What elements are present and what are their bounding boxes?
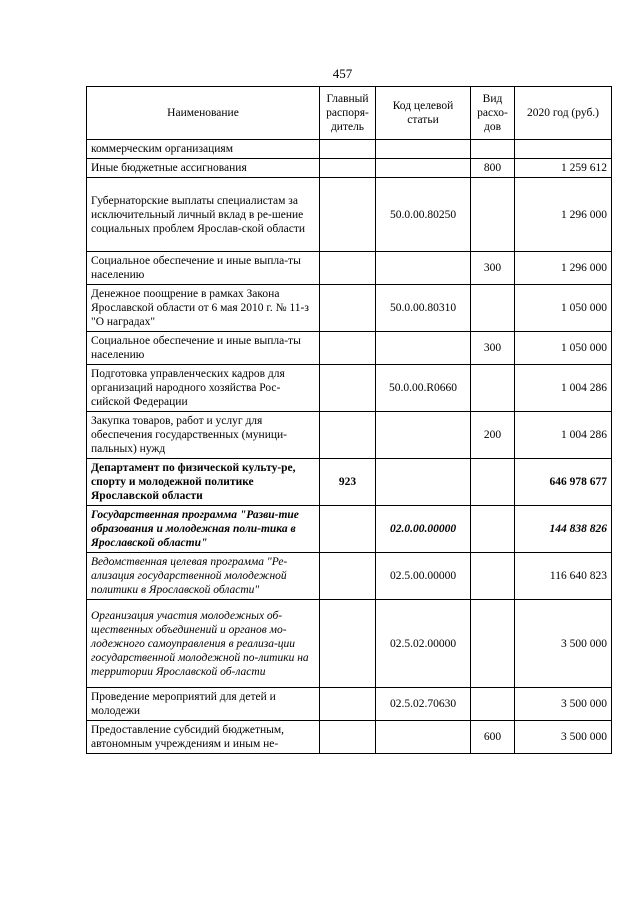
header-amount: 2020 год (руб.)	[515, 87, 612, 140]
row-code	[376, 459, 471, 506]
table-row	[87, 159, 612, 178]
row-type	[471, 285, 515, 332]
row-code: 50.0.00.80250	[376, 178, 471, 252]
row-amount: 1 296 000	[515, 252, 612, 285]
row-name: Губернаторские выплаты специалистам за исключительный личный вклад в ре-шение социальных проблем Ярослав-ской области	[87, 178, 320, 252]
row-code: 50.0.00.80310	[376, 285, 471, 332]
row-code	[376, 412, 471, 459]
table-row	[87, 365, 612, 412]
row-name: Проведение мероприятий для детей и молодежи	[87, 688, 320, 721]
row-amount: 1 050 000	[515, 332, 612, 365]
table-row-subprogram	[87, 553, 612, 600]
row-type	[471, 506, 515, 553]
row-type: 800	[471, 159, 515, 178]
header-type: Вид расхо-дов	[471, 87, 515, 140]
row-admin	[320, 178, 376, 252]
row-name: Закупка товаров, работ и услуг для обеспечения государственных (муници-пальных) нужд	[87, 412, 320, 459]
row-name: Государственная программа "Разви-тие образования и молодежная поли-тика в Ярославской области"	[87, 506, 320, 553]
budget-table	[86, 86, 612, 754]
row-code: 50.0.00.R0660	[376, 365, 471, 412]
table-row	[87, 178, 612, 252]
header-code: Код целевой статьи	[376, 87, 471, 140]
row-admin	[320, 332, 376, 365]
row-type	[471, 688, 515, 721]
row-admin	[320, 506, 376, 553]
row-code	[376, 332, 471, 365]
row-admin	[320, 159, 376, 178]
row-code: 02.5.00.00000	[376, 553, 471, 600]
row-amount: 116 640 823	[515, 553, 612, 600]
row-type: 200	[471, 412, 515, 459]
row-name: Иные бюджетные ассигнования	[87, 159, 320, 178]
row-amount: 1 050 000	[515, 285, 612, 332]
row-admin	[320, 600, 376, 688]
table-row-activity	[87, 600, 612, 688]
row-name: Денежное поощрение в рамках Закона Ярославской области от 6 мая 2010 г. № 11-з "О наградах"	[87, 285, 320, 332]
row-admin	[320, 412, 376, 459]
row-type	[471, 140, 515, 159]
table-row	[87, 332, 612, 365]
row-type: 300	[471, 332, 515, 365]
row-admin	[320, 721, 376, 754]
row-amount: 1 259 612	[515, 159, 612, 178]
table-header-row	[87, 87, 612, 140]
row-name: Ведомственная целевая программа "Ре-ализация государственной молодежной политики в Ярославской области"	[87, 553, 320, 600]
row-admin	[320, 140, 376, 159]
row-name: Социальное обеспечение и иные выпла-ты населению	[87, 332, 320, 365]
row-type	[471, 365, 515, 412]
page-number: 457	[332, 66, 353, 81]
row-admin	[320, 688, 376, 721]
row-code: 02.5.02.70630	[376, 688, 471, 721]
row-type	[471, 553, 515, 600]
row-name: Подготовка управленческих кадров для организаций народного хозяйства Рос-сийской Федерации	[87, 365, 320, 412]
row-name: Предоставление субсидий бюджетным, автономным учреждениям и иным не-	[87, 721, 320, 754]
row-amount: 3 500 000	[515, 688, 612, 721]
row-admin	[320, 252, 376, 285]
row-type	[471, 600, 515, 688]
row-amount: 1 004 286	[515, 412, 612, 459]
table-row	[87, 721, 612, 754]
table-row-department	[87, 459, 612, 506]
table-row-program	[87, 506, 612, 553]
row-amount: 3 500 000	[515, 721, 612, 754]
row-admin	[320, 365, 376, 412]
row-amount: 1 004 286	[515, 365, 612, 412]
row-code	[376, 159, 471, 178]
row-admin	[320, 553, 376, 600]
row-type: 600	[471, 721, 515, 754]
row-name: Департамент по физической культу-ре, спорту и молодежной политике Ярославской области	[87, 459, 320, 506]
table-row	[87, 252, 612, 285]
row-code	[376, 140, 471, 159]
row-admin	[320, 285, 376, 332]
header-name: Наименование	[87, 87, 320, 140]
row-name: коммерческим организациям	[87, 140, 320, 159]
row-type	[471, 178, 515, 252]
row-amount	[515, 140, 612, 159]
row-amount: 646 978 677	[515, 459, 612, 506]
header-admin: Главный распоря-дитель	[320, 87, 376, 140]
row-admin: 923	[320, 459, 376, 506]
row-amount: 3 500 000	[515, 600, 612, 688]
table-row	[87, 688, 612, 721]
row-amount: 144 838 826	[515, 506, 612, 553]
table-row	[87, 140, 612, 159]
table-row	[87, 412, 612, 459]
row-name: Организация участия молодежных об-щественных объединений и органов мо-лодежного самоуправления в реализа-ции государственной молодежной по-литики на территории Ярославской об-ласти	[87, 600, 320, 688]
row-amount: 1 296 000	[515, 178, 612, 252]
table-row	[87, 285, 612, 332]
row-code: 02.5.02.00000	[376, 600, 471, 688]
row-code	[376, 721, 471, 754]
row-code: 02.0.00.00000	[376, 506, 471, 553]
row-name: Социальное обеспечение и иные выпла-ты населению	[87, 252, 320, 285]
row-type: 300	[471, 252, 515, 285]
row-code	[376, 252, 471, 285]
row-type	[471, 459, 515, 506]
